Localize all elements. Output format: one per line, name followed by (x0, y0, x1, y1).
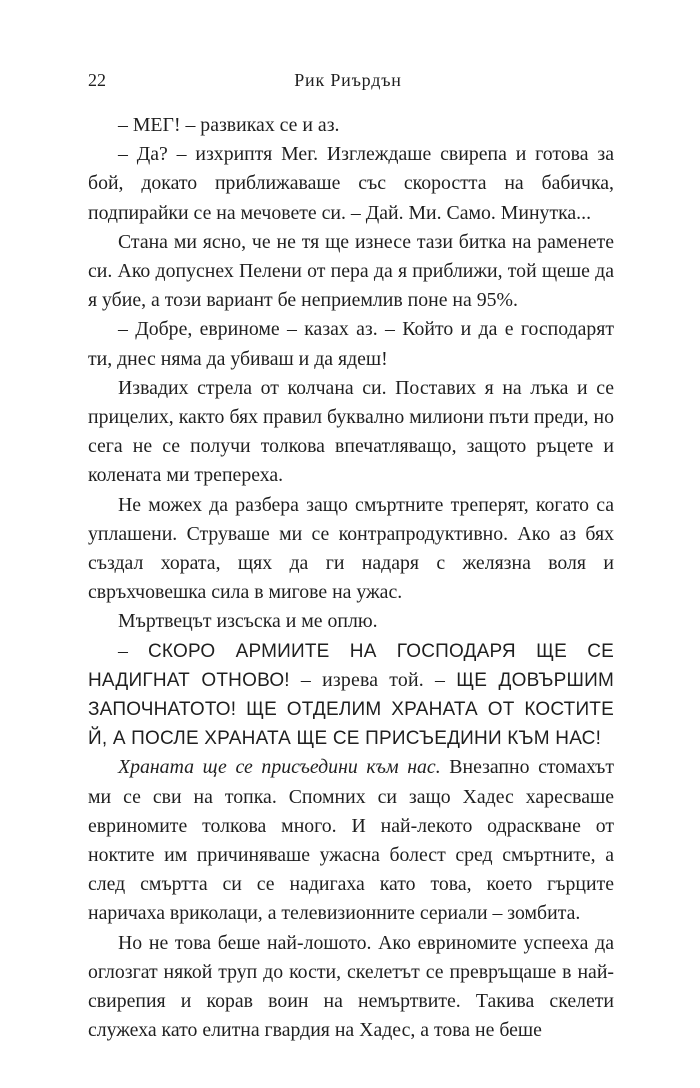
dash: – (118, 639, 148, 662)
paragraph (88, 753, 614, 928)
paragraph: – МЕГ! – развиках се и аз. (118, 114, 340, 136)
speaker-tag: – изрева той. – (289, 668, 457, 691)
page-number: 22 (88, 70, 106, 90)
paragraph: Но не това беше най-лошото. Ако евриномите успееха да оглозгат някой труп до кости, скелетът се превръщаше в най-свирепия и корав воин на немъртвите. Такива скелети служеха като елитна гвардия на Хадес, а това не беше (88, 931, 614, 1042)
paragraph: – Да? – изхриптя Мег. Изглеждаше свирепа и готова за бой, докато приближаваше със скоростта на бабичка, подпирайки се на мечовете си. – Дай. Ми. Само. Минутка... (88, 143, 614, 224)
paragraph-text: Внезапно стомахът ми се сви на топка. Спомних си защо Хадес харесваше евриномите толкова много. И най-лекото одраскване от ноктите им причиняваше ужасна болест сред смъртните, а след смъртта си се надигаха като това, което гърците наричаха вриколаци, а телевизионните сериали – зомбита. (88, 756, 614, 925)
paragraph: – Добре, евриноме – казах аз. – Който и да е господарят ти, днес няма да убиваш и да ядеш! (88, 318, 614, 370)
page-header (88, 70, 608, 94)
italic-quote: Храната ще се присъедини към нас. (118, 756, 441, 779)
shout-part-2: ЩЕ ДОВЪРШИМ ЗАПОЧНАТОТО! ЩЕ ОТДЕЛИМ ХРАНАТА ОТ КОСТИТЕ Й, А ПОСЛЕ ХРАНАТА ЩЕ СЕ ПРИСЪЕДИНИ КЪМ НАС! (88, 669, 614, 750)
shout-part-1: СКОРО АРМИИТЕ НА ГОСПОДАРЯ ЩЕ СЕ НАДИГНАТ ОТНОВО! (88, 640, 614, 691)
paragraph-shout (88, 637, 614, 754)
body-text (88, 111, 614, 1046)
running-head-author: Рик Риърдън (294, 70, 402, 90)
paragraph: Извадих стрела от колчана си. Поставих я на лъка и се прицелих, както бях правил буквално милиони пъти преди, но сега не се получи толкова впечатляващо, защото ръцете и колената ми трепереха. (88, 376, 614, 487)
paragraph: Не можех да разбера защо смъртните треперят, когато са уплашени. Струваше ми се контрапродуктивно. Ако аз бях създал хората, щях да ги надаря с желязна воля и свръхчовешка сила в мигове на ужас. (88, 493, 614, 604)
paragraph: Мъртвецът изсъска и ме оплю. (118, 610, 378, 633)
paragraph: Стана ми ясно, че не тя ще изнесе тази битка на раменете си. Ако допуснех Пелени от пера да я приближи, той щеше да я убие, а този вариант бе неприемлив поне на 95%. (88, 230, 614, 312)
